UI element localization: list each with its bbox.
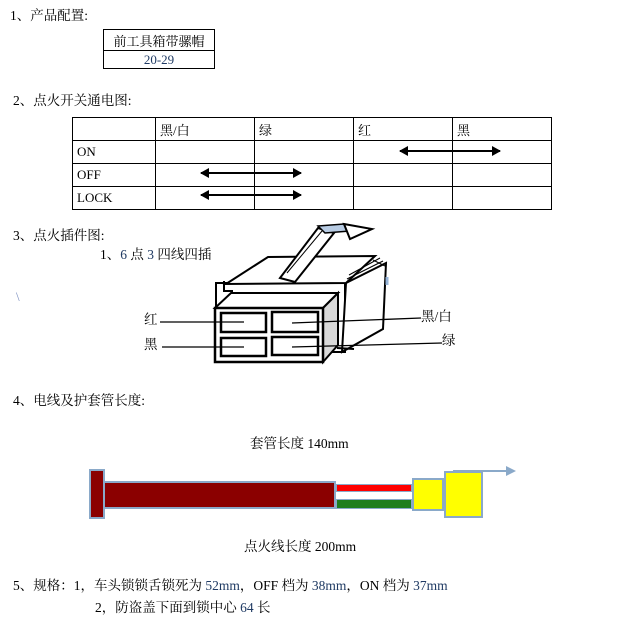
row-label-on: ON [73,141,156,164]
off-connection-arrow [201,172,301,174]
wire-label-red: 红 [144,312,158,327]
product-name-cell: 前工具箱带骡帽 [104,30,215,51]
row-label-lock: LOCK [73,187,156,210]
section-4-heading: 4、电线及护套管长度: [13,393,146,408]
leader-black-white [292,318,421,323]
leader-green [292,343,442,347]
ignition-wire-length-label: 点火线长度 200mm [244,539,357,554]
slot-bottom-left [221,338,266,356]
section-5-specs-line1: 5、规格：1，车头锁锁舌锁死为 52mm，OFF 档为 38mm，ON 档为 37mm [13,578,448,593]
slot-top-right [272,312,318,332]
latch-tip [318,224,350,233]
ignition-switch-table [72,117,552,210]
product-config-table [103,29,215,69]
on-connection-arrow [400,150,500,152]
section-1-heading: 1、产品配置: [10,8,89,23]
stray-backslash: \ [16,289,20,304]
section-2-heading: 2、点火开关通电图: [13,93,132,108]
product-code-cell: 20-29 [104,51,215,69]
header-black-white-cell: 黑/白 [156,118,255,141]
latch-arrowhead [344,224,372,239]
sleeve-length-label: 套管长度 140mm [250,436,349,451]
table-row-off [73,164,552,187]
lock-connection-arrow [201,194,301,196]
section-5-heading: 5、规格： [13,578,74,593]
red-wire [336,484,412,492]
table-row-on [73,141,552,164]
header-green-cell: 绿 [255,118,354,141]
row-label-off: OFF [73,164,156,187]
section-5-specs-line2: 2，防盗盖下面到锁中心 64 长 [95,600,271,615]
table-header-row [73,118,552,141]
green-wire [336,499,412,509]
sleeve-tube [103,481,336,509]
header-red-cell: 红 [354,118,453,141]
slot-top-left [221,313,266,332]
wire-label-black-white: 黑/白 [421,309,452,324]
wire-label-green: 绿 [442,333,456,348]
section-3-subtitle: 1、6 点 3 四线四插 [100,247,212,262]
table-row-lock [73,187,552,210]
yellow-connector-large [444,471,483,518]
header-empty-cell [73,118,156,141]
wire-label-black: 黑 [144,337,158,352]
slot-bottom-right [272,337,318,355]
header-black-cell: 黑 [453,118,552,141]
latch-arm [280,228,334,282]
yellow-connector-small [412,478,444,511]
direction-arrow [453,470,508,472]
section-3-heading: 3、点火插件图: [13,228,105,243]
